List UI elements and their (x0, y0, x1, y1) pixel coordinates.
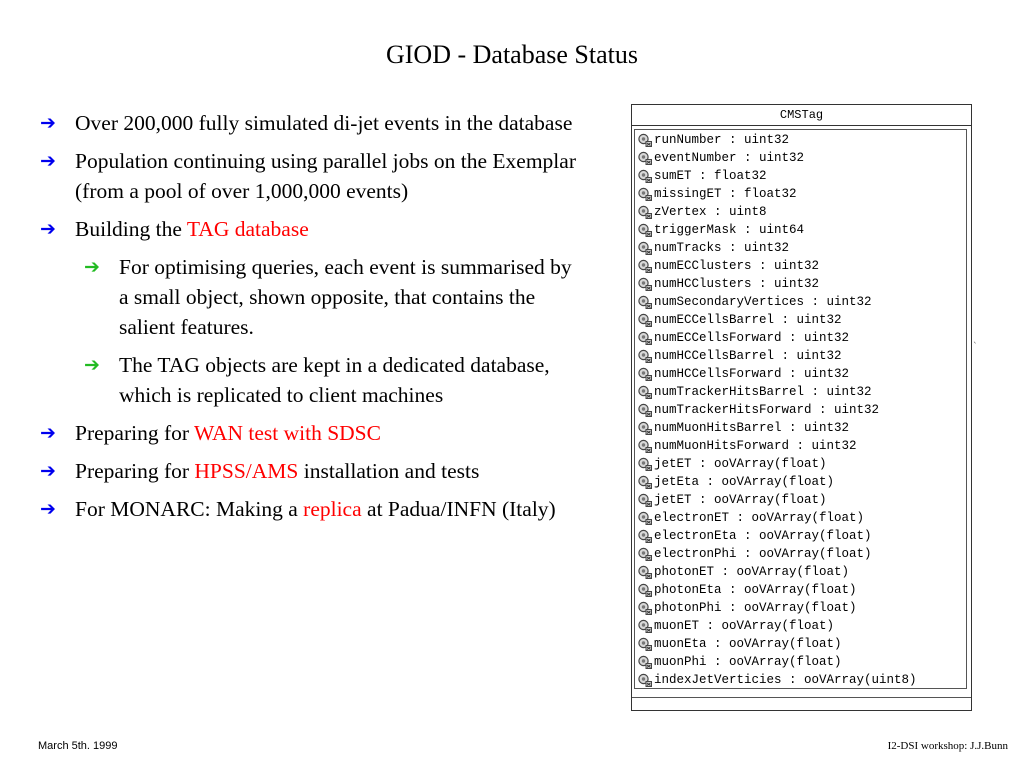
attribute-text: numSecondaryVertices : uint32 (654, 295, 872, 309)
bullet-text: Over 200,000 fully simulated di-jet events in the database (75, 111, 573, 135)
bullet-list (40, 108, 580, 532)
bullet-text-tail: at Padua/INFN (Italy) (361, 497, 556, 521)
bullet-item (40, 494, 580, 524)
attribute-icon (637, 240, 653, 256)
attribute-icon (637, 438, 653, 454)
attribute-row (637, 257, 966, 275)
attribute-icon (637, 258, 653, 274)
attribute-text: eventNumber : uint32 (654, 151, 805, 165)
attribute-text: numHCCellsBarrel : uint32 (654, 349, 842, 363)
attribute-row (637, 599, 966, 617)
attribute-row (637, 419, 966, 437)
attribute-text: numTrackerHitsForward : uint32 (654, 403, 880, 417)
attribute-row (637, 491, 966, 509)
bullet-item (40, 214, 580, 244)
attribute-text: electronET : ooVArray(float) (654, 511, 865, 525)
arrow-bullet-icon: ➔ (40, 422, 56, 444)
attribute-text: numTrackerHitsBarrel : uint32 (654, 385, 872, 399)
attribute-icon (637, 312, 653, 328)
attribute-text: jetET : ooVArray(float) (654, 457, 827, 471)
bullet-text: Preparing for (75, 421, 195, 445)
attribute-row (637, 635, 966, 653)
bullet-highlight: TAG database (186, 217, 309, 241)
attribute-row (637, 671, 966, 689)
attribute-icon (637, 276, 653, 292)
attribute-text: photonPhi : ooVArray(float) (654, 601, 857, 615)
bullet-highlight: HPSS/AMS (194, 459, 299, 483)
attribute-text: numECClusters : uint32 (654, 259, 820, 273)
attribute-text: numMuonHitsBarrel : uint32 (654, 421, 850, 435)
sub-bullet-item (84, 350, 580, 410)
attribute-text: photonET : ooVArray(float) (654, 565, 850, 579)
bullet-item (40, 456, 580, 486)
bullet-highlight: replica (303, 497, 362, 521)
attribute-row (637, 509, 966, 527)
attribute-list (634, 129, 967, 689)
attribute-icon (637, 672, 653, 688)
attribute-text: electronPhi : ooVArray(float) (654, 547, 872, 561)
bullet-text: Population continuing using parallel jobs on the Exemplar (from a pool of over 1,000,000 events) (75, 149, 576, 203)
attribute-text: triggerMask : uint64 (654, 223, 805, 237)
attribute-row (637, 455, 966, 473)
attribute-icon (637, 600, 653, 616)
attribute-row (637, 293, 966, 311)
attribute-row (637, 329, 966, 347)
arrow-bullet-icon: ➔ (40, 112, 56, 134)
attribute-row (637, 617, 966, 635)
attribute-icon (637, 474, 653, 490)
attribute-row (637, 437, 966, 455)
attribute-icon (637, 636, 653, 652)
attribute-icon (637, 294, 653, 310)
attribute-icon (637, 348, 653, 364)
attribute-icon (637, 582, 653, 598)
attribute-icon (637, 456, 653, 472)
attribute-icon (637, 204, 653, 220)
attribute-row (637, 563, 966, 581)
attribute-icon (637, 618, 653, 634)
attribute-text: muonET : ooVArray(float) (654, 619, 835, 633)
sub-bullet-text: For optimising queries, each event is summarised by a small object, shown opposite, that contains the salient features. (119, 255, 572, 339)
attribute-row (637, 221, 966, 239)
attribute-row (637, 401, 966, 419)
attribute-text: muonPhi : ooVArray(float) (654, 655, 842, 669)
arrow-bullet-icon: ➔ (40, 150, 56, 172)
footer-event: I2-DSI workshop: J.J.Bunn (887, 740, 1008, 752)
attribute-icon (637, 654, 653, 670)
attribute-text: sumET : float32 (654, 169, 767, 183)
attribute-icon (637, 222, 653, 238)
attribute-text: missingET : float32 (654, 187, 797, 201)
footer-date: March 5th. 1999 (38, 740, 118, 752)
operations-divider (632, 697, 971, 698)
attribute-row (637, 653, 966, 671)
attribute-row (637, 149, 966, 167)
attribute-text: numTracks : uint32 (654, 241, 790, 255)
attribute-row (637, 545, 966, 563)
attribute-row (637, 383, 966, 401)
attribute-text: muonEta : ooVArray(float) (654, 637, 842, 651)
bullet-item (40, 108, 580, 138)
attribute-icon (637, 132, 653, 148)
attribute-row (637, 167, 966, 185)
attribute-icon (637, 492, 653, 508)
attribute-text: numHCClusters : uint32 (654, 277, 820, 291)
attribute-icon (637, 420, 653, 436)
attribute-icon (637, 366, 653, 382)
attribute-row (637, 203, 966, 221)
arrow-bullet-icon: ➔ (40, 218, 56, 240)
arrow-bullet-icon: ➔ (40, 460, 56, 482)
attribute-text: numECCellsForward : uint32 (654, 331, 850, 345)
attribute-icon (637, 564, 653, 580)
attribute-text: numECCellsBarrel : uint32 (654, 313, 842, 327)
attribute-icon (637, 330, 653, 346)
class-name: CMSTag (632, 105, 971, 126)
attribute-text: electronEta : ooVArray(float) (654, 529, 872, 543)
sub-bullet-item (84, 252, 580, 342)
attribute-text: zVertex : uint8 (654, 205, 767, 219)
bullet-text: Building the (75, 217, 187, 241)
attribute-text: photonEta : ooVArray(float) (654, 583, 857, 597)
attribute-icon (637, 168, 653, 184)
bullet-text: Preparing for (75, 459, 195, 483)
arrow-sub-bullet-icon: ➔ (84, 256, 100, 278)
attribute-row (637, 311, 966, 329)
slide-title: GIOD - Database Status (386, 40, 638, 69)
class-diagram (631, 104, 972, 711)
attribute-row (637, 275, 966, 293)
arrow-sub-bullet-icon: ➔ (84, 354, 100, 376)
attribute-icon (637, 186, 653, 202)
attribute-row (637, 527, 966, 545)
bullet-item (40, 146, 580, 206)
attribute-icon (637, 528, 653, 544)
attribute-text: jetEta : ooVArray(float) (654, 475, 835, 489)
stray-mark: ` (973, 342, 978, 352)
attribute-icon (637, 402, 653, 418)
attribute-text: indexJetVerticies : ooVArray(uint8) (654, 673, 917, 687)
attribute-row (637, 365, 966, 383)
bullet-highlight: WAN test with SDSC (194, 421, 381, 445)
attribute-row (637, 131, 966, 149)
attribute-row (637, 581, 966, 599)
attribute-row (637, 473, 966, 491)
arrow-bullet-icon: ➔ (40, 498, 56, 520)
sub-bullet-text: The TAG objects are kept in a dedicated database, which is replicated to client machines (119, 353, 550, 407)
attribute-text: numHCCellsForward : uint32 (654, 367, 850, 381)
attribute-icon (637, 546, 653, 562)
attribute-icon (637, 384, 653, 400)
bullet-text-tail: installation and tests (298, 459, 480, 483)
attribute-row (637, 239, 966, 257)
attribute-row (637, 347, 966, 365)
bullet-item (40, 418, 580, 448)
attribute-text: runNumber : uint32 (654, 133, 790, 147)
attribute-row (637, 185, 966, 203)
attribute-text: jetET : ooVArray(float) (654, 493, 827, 507)
attribute-text: numMuonHitsForward : uint32 (654, 439, 857, 453)
bullet-text: For MONARC: Making a (75, 497, 304, 521)
attribute-icon (637, 150, 653, 166)
attribute-icon (637, 510, 653, 526)
